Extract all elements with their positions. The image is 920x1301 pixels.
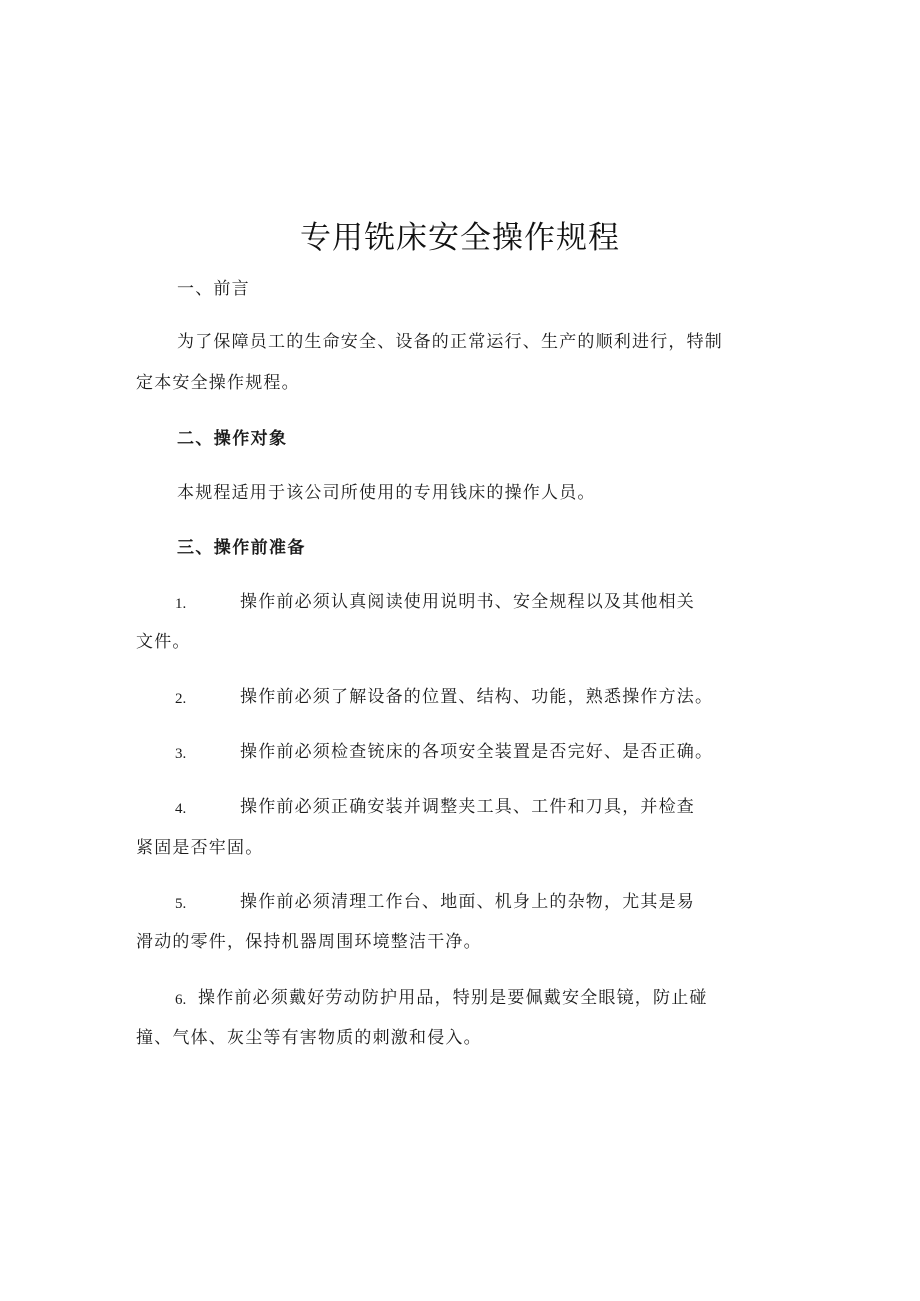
list-item-text-continuation: 撞、气体、灰尘等有害物质的刺激和侵入。 xyxy=(136,1028,482,1048)
document-title: 专用铣床安全操作规程 xyxy=(300,220,620,256)
list-item-text-continuation: 紧固是否牢固。 xyxy=(136,838,264,858)
section-heading-operation-target: 二、操作对象 xyxy=(177,429,288,449)
list-item-text-continuation: 文件。 xyxy=(136,632,191,652)
list-item-text: 操作前必须认真阅读使用说明书、安全规程以及其他相关 xyxy=(240,592,695,612)
list-item-number: 3. xyxy=(175,746,187,762)
list-item-text: 操作前必须清理工作台、地面、机身上的杂物，尤其是易 xyxy=(240,892,695,912)
section-heading-preparation: 三、操作前准备 xyxy=(177,538,306,558)
list-item-number: 1. xyxy=(175,596,187,612)
list-item-text: 操作前必须正确安装并调整夹工具、工件和刀具，并检查 xyxy=(240,797,695,817)
list-item-number: 2. xyxy=(175,691,187,707)
list-item-text: 操作前必须了解设备的位置、结构、功能，熟悉操作方法。 xyxy=(240,687,714,707)
preface-paragraph-line: 定本安全操作规程。 xyxy=(136,373,300,393)
list-item-text: 操作前必须检查铳床的各项安全装置是否完好、是否正确。 xyxy=(240,742,714,762)
preface-paragraph-line: 为了保障员工的生命安全、设备的正常运行、生产的顺利进行，特制 xyxy=(177,332,723,352)
list-item-text: 操作前必须戴好劳动防护用品，特别是要佩戴安全眼镜，防止碰 xyxy=(198,988,708,1008)
section-heading-preface: 一、前言 xyxy=(177,279,250,299)
list-item-text-continuation: 滑动的零件，保持机器周围环境整洁干净。 xyxy=(136,932,482,952)
list-item-number: 5. xyxy=(175,896,187,912)
list-item-number: 6. xyxy=(175,992,187,1008)
operation-target-paragraph: 本规程适用于该公司所使用的专用钱床的操作人员。 xyxy=(177,483,596,503)
list-item-number: 4. xyxy=(175,801,187,817)
